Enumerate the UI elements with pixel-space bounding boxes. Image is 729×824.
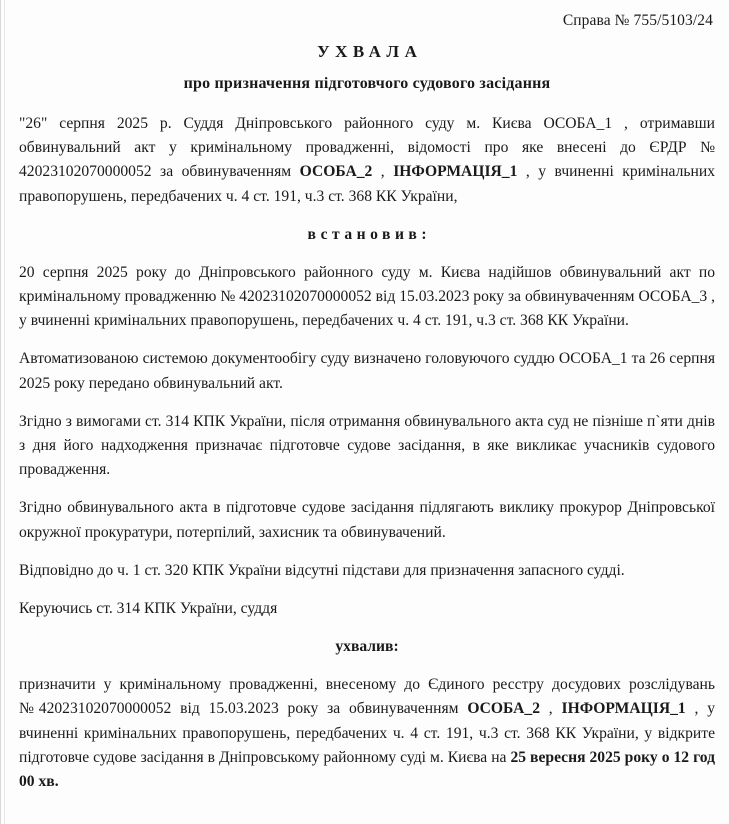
heading-decided: ухвалив: (335, 638, 399, 656)
intro-text-part4: , у вчиненні кримінальних правопорушень, передбачених ч. 4 ст. 191, ч.3 ст. 368 КК України, (19, 163, 715, 205)
paragraph-4: Згідно обвинувального акта в підготовче судове засідання підлягають виклику прокурор Дніпровської окружної прокуратури, потерпілий, захисник та обвинувачений. (19, 499, 715, 541)
intro-text-part1: "26" серпня 2025 р. Суддя Дніпровського районного суду м. Києва (19, 115, 544, 132)
heading-established: встановив: (307, 225, 432, 243)
intro-text-part3: , (372, 163, 394, 181)
paragraph-6: Керуючись ст. 314 КПК України, суддя (19, 600, 278, 618)
ruling-paragraph (19, 673, 715, 794)
intro-text-part2: , отримавши обвинувальний акт у кримінальному провадженні, відомості про яке внесені до ЄРДР № 42023102070000052 за обвинуваченням (19, 115, 715, 181)
person-reference-osoba-3: ОСОБА_3 (638, 288, 708, 306)
document-title: УХВАЛА (317, 42, 423, 61)
ruling-text-part2: , (540, 700, 562, 718)
paragraph-5: Відповідно до ч. 1 ст. 320 КПК України відсутні підстави для призначення запасного судді. (19, 561, 625, 579)
info-reference-1: ІНФОРМАЦІЯ_1 (393, 163, 518, 181)
ruling-text-part3: , у вчиненні кримінальних правопорушень, передбачених ч. 4 ст. 191, ч.3 ст. 368 КК України, у відкрите підготовче судове засідання в Дніпровському районному суді м. Києва на (19, 700, 715, 766)
person-reference-osoba-2: ОСОБА_2 (299, 163, 373, 181)
paragraph-2 (19, 347, 715, 395)
paragraph-1 (19, 261, 715, 334)
person-reference-osoba-1-judge: ОСОБА_1 (558, 350, 628, 368)
paragraph-3: Згідно з вимогами ст. 314 КПК України, після отримання обвинувального акта суд не пізніше п`яти днів з дня його надходження призначає підготовче судове засідання, в яке викликає учасників судового провадження. (19, 412, 715, 479)
intro-paragraph (19, 112, 715, 209)
p2-text-part1: Автоматизованою системою документообігу суду визначено головуючого суддю (19, 350, 559, 368)
ruling-text-part1: призначити у кримінальному провадженні, внесеному до Єдиного ресстру досудових розслідувань №42023102070000052 від 15.03.2023 року за обвинуваченням (19, 676, 715, 718)
p2-text-part2: та 26 серпня 2025 року передано обвинувальний акт. (19, 350, 715, 392)
document-subtitle: про призначення підготовчого судового засідання (183, 75, 551, 92)
p1-text-part2: , у вчиненні кримінальних правопорушень, передбачених ч. 4 ст. 191, ч.3 ст. 368 КК України. (19, 288, 715, 330)
hearing-datetime: 25 вересня 2025 року о 12 год 00 хв. (19, 748, 715, 791)
ruling-person-reference-osoba-2: ОСОБА_2 (467, 700, 540, 718)
p1-text-part1: 20 серпня 2025 року до Дніпровського районного суду м. Києва надійшов обвинувальний акт по кримінальному провадженню № 42023102070000052 від 15.03.2023 року за обвинуваченням (19, 263, 715, 306)
person-reference-osoba-1: ОСОБА_1 (543, 115, 613, 132)
case-number: Справа № 755/5103/24 (562, 12, 713, 29)
ruling-info-reference-1: ІНФОРМАЦІЯ_1 (561, 700, 686, 718)
